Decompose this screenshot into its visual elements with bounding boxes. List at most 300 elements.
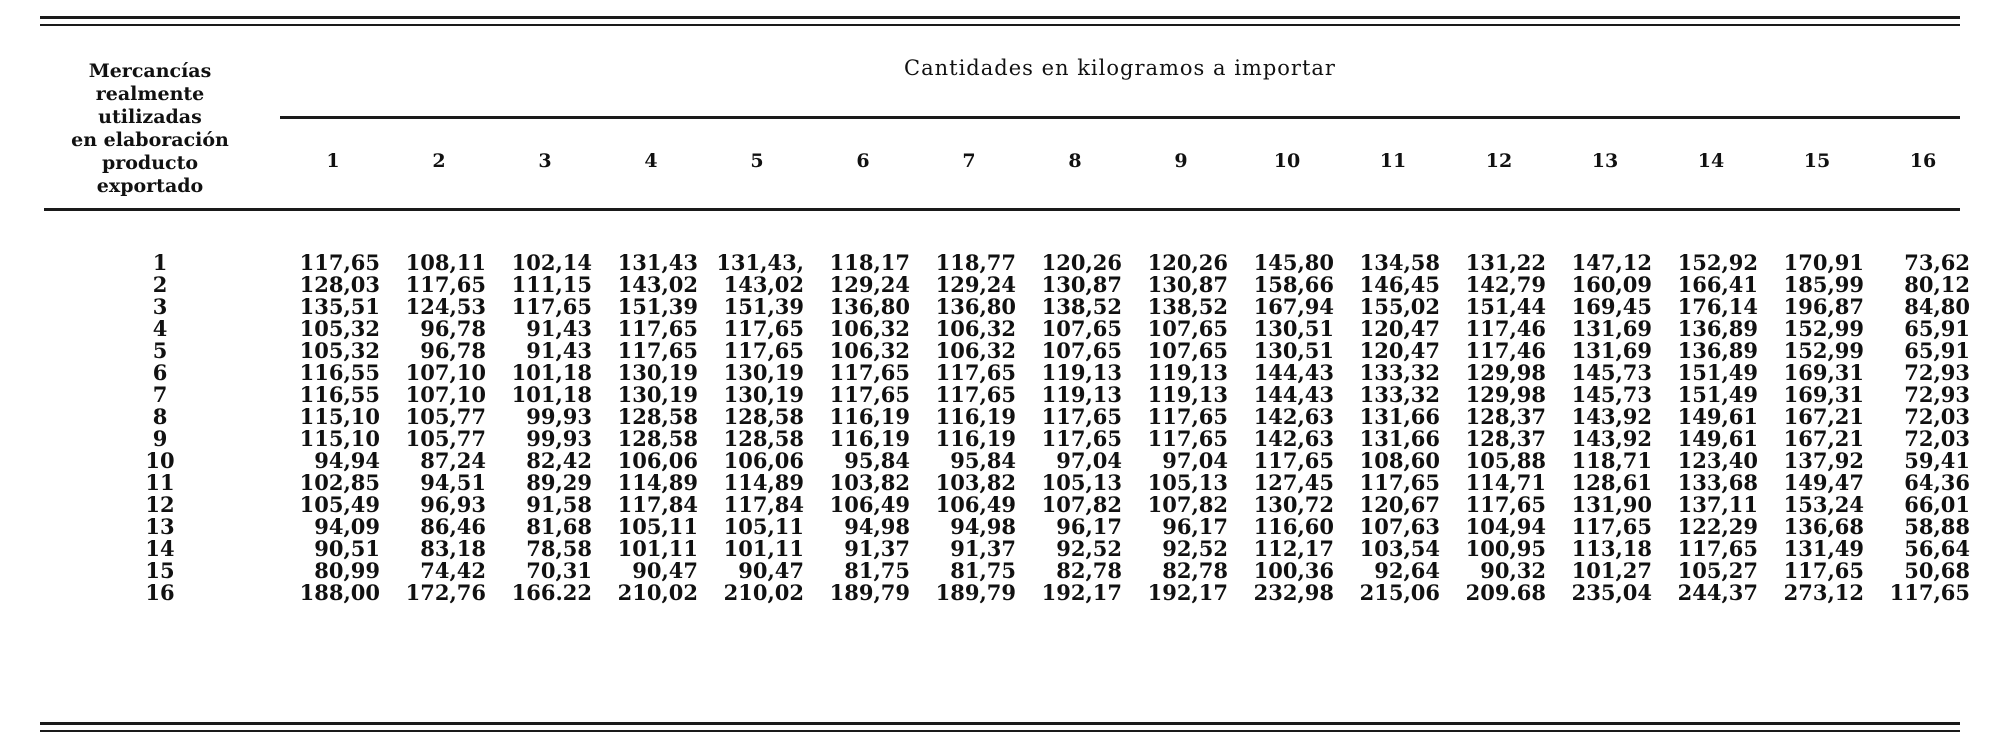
table-cell: 73,62 xyxy=(1904,250,1970,275)
stub-header-line: producto xyxy=(101,152,199,174)
table-cell: 92,52 xyxy=(1056,536,1122,561)
table-cell: 91,37 xyxy=(950,536,1016,561)
table-cell: 131,90 xyxy=(1571,492,1652,517)
row-label: 10 xyxy=(145,448,175,473)
table-cell: 120,67 xyxy=(1359,492,1440,517)
row-label: 3 xyxy=(152,294,168,319)
table-cell: 131,22 xyxy=(1465,250,1546,275)
table-cell: 82,42 xyxy=(526,448,592,473)
table-cell: 142,63 xyxy=(1253,404,1334,429)
column-header: 3 xyxy=(538,150,552,172)
table-cell: 116,55 xyxy=(299,360,380,385)
table-cell: 117,65 xyxy=(723,316,804,341)
top-double-rule-upper xyxy=(40,16,1960,19)
table-cell: 90,32 xyxy=(1480,558,1546,583)
table-cell: 152,92 xyxy=(1677,250,1758,275)
table-cell: 149,61 xyxy=(1677,404,1758,429)
table-cell: 128,37 xyxy=(1465,426,1546,451)
table-cell: 129,98 xyxy=(1465,382,1546,407)
table-cell: 114,89 xyxy=(617,470,698,495)
table-cell: 103,82 xyxy=(935,470,1016,495)
table-cell: 145,73 xyxy=(1571,360,1652,385)
table-cell: 78,58 xyxy=(526,536,592,561)
table-cell: 107,65 xyxy=(1147,316,1228,341)
table-cell: 105,27 xyxy=(1677,558,1758,583)
table-row xyxy=(0,450,2000,472)
table-cell: 128,03 xyxy=(299,272,380,297)
table-row xyxy=(0,362,2000,384)
table-cell: 130,87 xyxy=(1041,272,1122,297)
table-row xyxy=(0,252,2000,274)
table-cell: 131,69 xyxy=(1571,316,1652,341)
table-cell: 91,43 xyxy=(526,316,592,341)
table-cell: 169,45 xyxy=(1571,294,1652,319)
table-cell: 95,84 xyxy=(950,448,1016,473)
table-cell: 90,51 xyxy=(314,536,380,561)
table-cell: 188,00 xyxy=(299,580,380,605)
row-label: 12 xyxy=(145,492,175,517)
table-cell: 99,93 xyxy=(526,426,592,451)
table-cell: 145,73 xyxy=(1571,382,1652,407)
table-cell: 135,51 xyxy=(299,294,380,319)
column-header: 10 xyxy=(1273,150,1301,172)
table-cell: 170,91 xyxy=(1783,250,1864,275)
table-cell: 72,93 xyxy=(1904,360,1970,385)
table-cell: 137,92 xyxy=(1783,448,1864,473)
table-cell: 151,39 xyxy=(723,294,804,319)
table-cell: 169,31 xyxy=(1783,360,1864,385)
column-header: 7 xyxy=(962,150,976,172)
table-row xyxy=(0,494,2000,516)
table-cell: 143,02 xyxy=(723,272,804,297)
column-header: 1 xyxy=(326,150,340,172)
table-cell: 189,79 xyxy=(935,580,1016,605)
table-cell: 105,13 xyxy=(1041,470,1122,495)
table-cell: 96,17 xyxy=(1162,514,1228,539)
table-cell: 167,94 xyxy=(1253,294,1334,319)
table-cell: 59,41 xyxy=(1904,448,1970,473)
table-cell: 107,82 xyxy=(1041,492,1122,517)
table-cell: 185,99 xyxy=(1783,272,1864,297)
row-label: 2 xyxy=(152,272,168,297)
table-cell: 189,79 xyxy=(829,580,910,605)
table-cell: 147,12 xyxy=(1571,250,1652,275)
table-cell: 66,01 xyxy=(1904,492,1970,517)
table-cell: 117,65 xyxy=(829,360,910,385)
table-cell: 118,17 xyxy=(829,250,910,275)
table-cell: 133,68 xyxy=(1677,470,1758,495)
table-cell: 116,19 xyxy=(829,404,910,429)
row-label: 4 xyxy=(152,316,168,341)
table-cell: 117,65 xyxy=(511,294,592,319)
table-cell: 96,17 xyxy=(1056,514,1122,539)
column-header: 4 xyxy=(644,150,658,172)
table-cell: 131,66 xyxy=(1359,404,1440,429)
table-cell: 84,80 xyxy=(1904,294,1970,319)
table-cell: 114,71 xyxy=(1465,470,1546,495)
table-cell: 136,89 xyxy=(1677,338,1758,363)
table-cell: 92,52 xyxy=(1162,536,1228,561)
spanner-rule xyxy=(280,116,1960,119)
table-cell: 107,63 xyxy=(1359,514,1440,539)
table-cell: 136,80 xyxy=(935,294,1016,319)
row-label: 7 xyxy=(152,382,168,407)
table-cell: 94,94 xyxy=(314,448,380,473)
table-row xyxy=(0,472,2000,494)
table-cell: 56,64 xyxy=(1904,536,1970,561)
table-row xyxy=(0,406,2000,428)
stub-column-header xyxy=(50,60,250,198)
table-cell: 72,03 xyxy=(1904,404,1970,429)
table-cell: 128,61 xyxy=(1571,470,1652,495)
table-cell: 107,65 xyxy=(1041,316,1122,341)
table-cell: 91,37 xyxy=(844,536,910,561)
table-cell: 118,71 xyxy=(1571,448,1652,473)
table-cell: 119,13 xyxy=(1147,360,1228,385)
table-cell: 192,17 xyxy=(1147,580,1228,605)
table-cell: 95,84 xyxy=(844,448,910,473)
table-cell: 106,49 xyxy=(829,492,910,517)
column-header: 5 xyxy=(750,150,764,172)
table-cell: 130,19 xyxy=(723,382,804,407)
table-cell: 117,65 xyxy=(829,382,910,407)
table-cell: 107,10 xyxy=(405,360,486,385)
table-cell: 117,65 xyxy=(1783,558,1864,583)
table-cell: 244,37 xyxy=(1677,580,1758,605)
table-row xyxy=(0,538,2000,560)
column-header: 9 xyxy=(1174,150,1188,172)
table-cell: 105,32 xyxy=(299,338,380,363)
table-cell: 97,04 xyxy=(1056,448,1122,473)
table-cell: 115,10 xyxy=(299,426,380,451)
table-cell: 129,98 xyxy=(1465,360,1546,385)
stub-header-line: en elaboración xyxy=(71,129,229,151)
table-cell: 130,51 xyxy=(1253,316,1334,341)
table-cell: 112,17 xyxy=(1253,536,1334,561)
table-cell: 103,54 xyxy=(1359,536,1440,561)
table-cell: 101,27 xyxy=(1571,558,1652,583)
table-cell: 116,60 xyxy=(1253,514,1334,539)
table-cell: 117,65 xyxy=(405,272,486,297)
table-cell: 118,77 xyxy=(935,250,1016,275)
table-cell: 131,69 xyxy=(1571,338,1652,363)
column-header: 11 xyxy=(1379,150,1407,172)
table-cell: 90,47 xyxy=(632,558,698,583)
table-cell: 166,41 xyxy=(1677,272,1758,297)
table-cell: 86,46 xyxy=(420,514,486,539)
table-cell: 117,65 xyxy=(935,382,1016,407)
table-cell: 128,58 xyxy=(723,426,804,451)
column-header: 16 xyxy=(1909,150,1937,172)
table-cell: 72,03 xyxy=(1904,426,1970,451)
table-row xyxy=(0,560,2000,582)
row-label: 16 xyxy=(145,580,175,605)
column-header: 2 xyxy=(432,150,446,172)
header-bottom-rule xyxy=(44,208,1960,211)
table-cell: 136,68 xyxy=(1783,514,1864,539)
table-cell: 120,47 xyxy=(1359,338,1440,363)
table-cell: 105,77 xyxy=(405,426,486,451)
table-cell: 120,26 xyxy=(1041,250,1122,275)
table-cell: 99,93 xyxy=(526,404,592,429)
table-cell: 80,99 xyxy=(314,558,380,583)
table-cell: 122,29 xyxy=(1677,514,1758,539)
table-row xyxy=(0,340,2000,362)
table-cell: 81,75 xyxy=(950,558,1016,583)
table-cell: 116,19 xyxy=(935,426,1016,451)
table-cell: 151,44 xyxy=(1465,294,1546,319)
table-cell: 130,72 xyxy=(1253,492,1334,517)
table-cell: 158,66 xyxy=(1253,272,1334,297)
table-cell: 130,19 xyxy=(723,360,804,385)
table-cell: 117,65 xyxy=(1359,470,1440,495)
table-cell: 117,65 xyxy=(1147,426,1228,451)
table-cell: 151,39 xyxy=(617,294,698,319)
table-cell: 94,09 xyxy=(314,514,380,539)
table-cell: 70,31 xyxy=(526,558,592,583)
table-cell: 137,11 xyxy=(1677,492,1758,517)
table-cell: 153,24 xyxy=(1783,492,1864,517)
table-cell: 105,49 xyxy=(299,492,380,517)
table-cell: 50,68 xyxy=(1904,558,1970,583)
table-cell: 209.68 xyxy=(1465,580,1546,605)
table-row xyxy=(0,296,2000,318)
table-cell: 114,89 xyxy=(723,470,804,495)
table-cell: 120,26 xyxy=(1147,250,1228,275)
table-cell: 152,99 xyxy=(1783,338,1864,363)
table-cell: 123,40 xyxy=(1677,448,1758,473)
table-cell: 104,94 xyxy=(1465,514,1546,539)
table-cell: 106,06 xyxy=(617,448,698,473)
column-header: 15 xyxy=(1803,150,1831,172)
table-cell: 119,13 xyxy=(1041,360,1122,385)
table-cell: 127,45 xyxy=(1253,470,1334,495)
table-cell: 74,42 xyxy=(420,558,486,583)
table-cell: 96,78 xyxy=(420,338,486,363)
table-cell: 138,52 xyxy=(1041,294,1122,319)
table-cell: 151,49 xyxy=(1677,382,1758,407)
row-label: 11 xyxy=(145,470,175,495)
table-cell: 146,45 xyxy=(1359,272,1440,297)
table-cell: 117,65 xyxy=(935,360,1016,385)
table-cell: 116,55 xyxy=(299,382,380,407)
table-cell: 117,65 xyxy=(299,250,380,275)
table-cell: 91,43 xyxy=(526,338,592,363)
table-cell: 94,98 xyxy=(950,514,1016,539)
table-row xyxy=(0,582,2000,604)
table-cell: 82,78 xyxy=(1162,558,1228,583)
table-cell: 97,04 xyxy=(1162,448,1228,473)
table-cell: 108,11 xyxy=(405,250,486,275)
table-cell: 130,19 xyxy=(617,360,698,385)
table-cell: 102,14 xyxy=(511,250,592,275)
table-cell: 130,87 xyxy=(1147,272,1228,297)
column-header: 6 xyxy=(856,150,870,172)
table-cell: 91,58 xyxy=(526,492,592,517)
table-cell: 196,87 xyxy=(1783,294,1864,319)
table-cell: 160,09 xyxy=(1571,272,1652,297)
table-cell: 167,21 xyxy=(1783,404,1864,429)
table-cell: 117,46 xyxy=(1465,338,1546,363)
table-row xyxy=(0,274,2000,296)
table-cell: 106,32 xyxy=(829,338,910,363)
spanner-header: Cantidades en kilogramos a importar xyxy=(904,56,1336,80)
table-cell: 232,98 xyxy=(1253,580,1334,605)
table-cell: 117,65 xyxy=(1253,448,1334,473)
table-cell: 106,49 xyxy=(935,492,1016,517)
table-cell: 142,63 xyxy=(1253,426,1334,451)
row-label: 1 xyxy=(152,250,168,275)
table-cell: 117,65 xyxy=(1571,514,1652,539)
table-cell: 235,04 xyxy=(1571,580,1652,605)
table-cell: 133,32 xyxy=(1359,382,1440,407)
table-cell: 103,82 xyxy=(829,470,910,495)
table-cell: 106,32 xyxy=(935,338,1016,363)
table-cell: 273,12 xyxy=(1783,580,1864,605)
table-cell: 87,24 xyxy=(420,448,486,473)
table-cell: 130,51 xyxy=(1253,338,1334,363)
table-cell: 117,65 xyxy=(1677,536,1758,561)
table-cell: 192,17 xyxy=(1041,580,1122,605)
table-cell: 117,46 xyxy=(1465,316,1546,341)
table-cell: 117,65 xyxy=(1041,426,1122,451)
table-cell: 107,10 xyxy=(405,382,486,407)
table-cell: 138,52 xyxy=(1147,294,1228,319)
table-cell: 94,51 xyxy=(420,470,486,495)
table-cell: 130,19 xyxy=(617,382,698,407)
stub-header-line: Mercancías xyxy=(88,60,212,82)
table-cell: 101,11 xyxy=(723,536,804,561)
table-cell: 215,06 xyxy=(1359,580,1440,605)
table-cell: 106,32 xyxy=(935,316,1016,341)
row-label: 9 xyxy=(152,426,168,451)
table-cell: 105,11 xyxy=(617,514,698,539)
table-cell: 152,99 xyxy=(1783,316,1864,341)
table-cell: 101,11 xyxy=(617,536,698,561)
table-cell: 166.22 xyxy=(511,580,592,605)
table-cell: 83,18 xyxy=(420,536,486,561)
table-cell: 167,21 xyxy=(1783,426,1864,451)
table-cell: 176,14 xyxy=(1677,294,1758,319)
table-cell: 107,65 xyxy=(1041,338,1122,363)
table-cell: 116,19 xyxy=(829,426,910,451)
table-row xyxy=(0,428,2000,450)
table-cell: 100,36 xyxy=(1253,558,1334,583)
table-cell: 145,80 xyxy=(1253,250,1334,275)
table-cell: 117,65 xyxy=(723,338,804,363)
row-label: 6 xyxy=(152,360,168,385)
table-cell: 117,65 xyxy=(617,338,698,363)
row-label: 15 xyxy=(145,558,175,583)
table-cell: 117,65 xyxy=(1041,404,1122,429)
table-cell: 96,78 xyxy=(420,316,486,341)
table-cell: 90,47 xyxy=(738,558,804,583)
row-label: 5 xyxy=(152,338,168,363)
table-cell: 92,64 xyxy=(1374,558,1440,583)
table-cell: 105,11 xyxy=(723,514,804,539)
table-cell: 105,32 xyxy=(299,316,380,341)
table-cell: 107,82 xyxy=(1147,492,1228,517)
table-cell: 82,78 xyxy=(1056,558,1122,583)
column-header: 13 xyxy=(1591,150,1619,172)
table-cell: 106,06 xyxy=(723,448,804,473)
table-cell: 96,93 xyxy=(420,492,486,517)
row-label: 14 xyxy=(145,536,175,561)
table-row xyxy=(0,318,2000,340)
table-cell: 80,12 xyxy=(1904,272,1970,297)
stub-header-line: utilizadas xyxy=(98,106,202,128)
row-label: 13 xyxy=(145,514,175,539)
table-cell: 136,89 xyxy=(1677,316,1758,341)
table-cell: 131,43, xyxy=(716,250,804,275)
table-cell: 117,65 xyxy=(617,316,698,341)
table-cell: 210,02 xyxy=(723,580,804,605)
table-cell: 210,02 xyxy=(617,580,698,605)
stub-header-line: realmente xyxy=(95,83,205,105)
stub-header-line: exportado xyxy=(96,175,204,197)
table-cell: 108,60 xyxy=(1359,448,1440,473)
table-cell: 105,88 xyxy=(1465,448,1546,473)
top-double-rule-lower xyxy=(40,24,1960,26)
table-cell: 134,58 xyxy=(1359,250,1440,275)
table-cell: 128,58 xyxy=(723,404,804,429)
table-cell: 172,76 xyxy=(405,580,486,605)
table-cell: 169,31 xyxy=(1783,382,1864,407)
column-header: 8 xyxy=(1068,150,1082,172)
column-number-headers xyxy=(280,150,1980,180)
table-cell: 113,18 xyxy=(1571,536,1652,561)
table-cell: 136,80 xyxy=(829,294,910,319)
table-cell: 144,43 xyxy=(1253,382,1334,407)
table-cell: 142,79 xyxy=(1465,272,1546,297)
table-cell: 117,65 xyxy=(1465,492,1546,517)
table-cell: 116,19 xyxy=(935,404,1016,429)
table-cell: 149,47 xyxy=(1783,470,1864,495)
table-cell: 117,65 xyxy=(1889,580,1970,605)
table-cell: 143,92 xyxy=(1571,426,1652,451)
table-cell: 107,65 xyxy=(1147,338,1228,363)
column-header: 14 xyxy=(1697,150,1725,172)
table-cell: 65,91 xyxy=(1904,338,1970,363)
column-header: 12 xyxy=(1485,150,1513,172)
table-cell: 106,32 xyxy=(829,316,910,341)
table-cell: 105,77 xyxy=(405,404,486,429)
table-cell: 143,92 xyxy=(1571,404,1652,429)
table-cell: 120,47 xyxy=(1359,316,1440,341)
bottom-double-rule-lower xyxy=(40,730,1960,732)
table-row xyxy=(0,516,2000,538)
table-cell: 131,49 xyxy=(1783,536,1864,561)
table-cell: 133,32 xyxy=(1359,360,1440,385)
table-cell: 144,43 xyxy=(1253,360,1334,385)
table-cell: 117,84 xyxy=(723,492,804,517)
table-cell: 102,85 xyxy=(299,470,380,495)
table-cell: 128,58 xyxy=(617,404,698,429)
table-cell: 149,61 xyxy=(1677,426,1758,451)
table-body xyxy=(0,252,2000,604)
table-cell: 129,24 xyxy=(935,272,1016,297)
table-row xyxy=(0,384,2000,406)
table-cell: 117,65 xyxy=(1147,404,1228,429)
table-cell: 119,13 xyxy=(1041,382,1122,407)
table-cell: 115,10 xyxy=(299,404,380,429)
table-cell: 111,15 xyxy=(511,272,592,297)
bottom-double-rule-upper xyxy=(40,722,1960,725)
table-cell: 81,75 xyxy=(844,558,910,583)
table-cell: 65,91 xyxy=(1904,316,1970,341)
table-cell: 143,02 xyxy=(617,272,698,297)
table-cell: 131,43 xyxy=(617,250,698,275)
